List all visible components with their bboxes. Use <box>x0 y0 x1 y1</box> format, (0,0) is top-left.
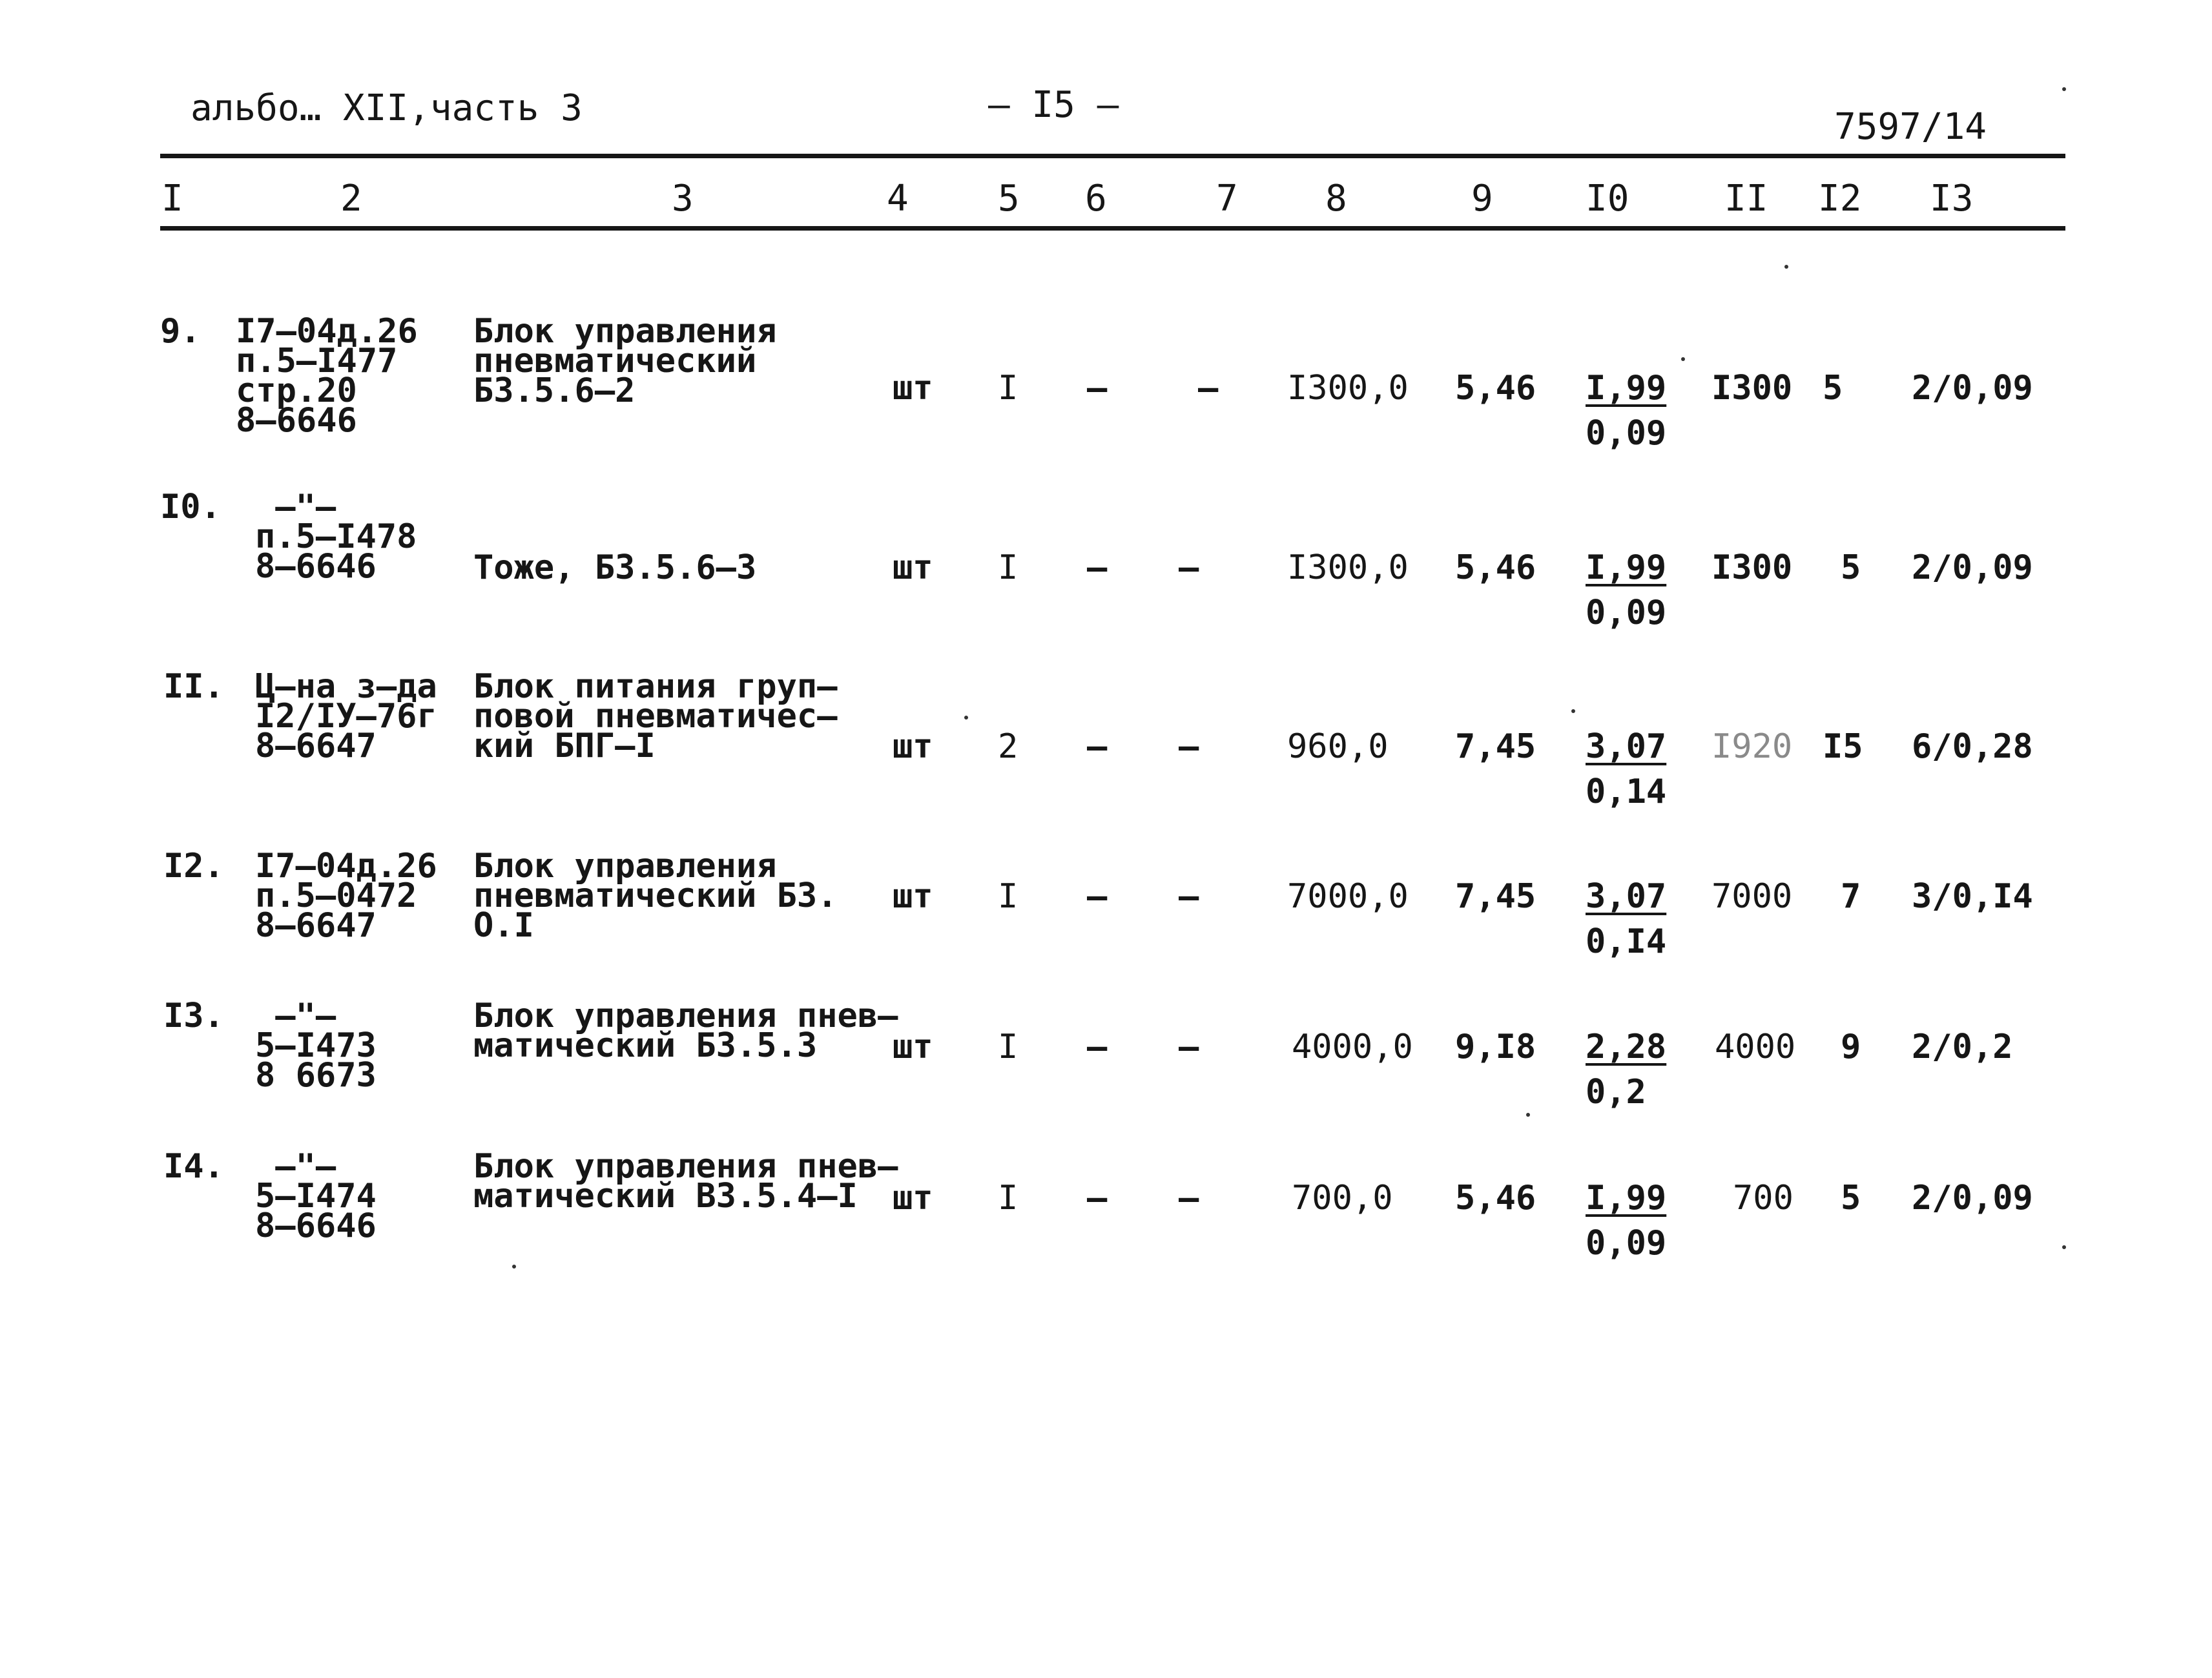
row-reference: I7–04д.26 п.5–0472 8–6647 <box>255 847 437 945</box>
row-number: I4. <box>163 1147 224 1186</box>
row-name: Тоже, БЗ.5.6–3 <box>473 548 757 587</box>
row-col8: 960,0 <box>1287 727 1389 766</box>
row-col8: 7000,0 <box>1287 877 1409 916</box>
row-col13: 2/0,09 <box>1912 369 2033 408</box>
row-name: Блок управления пнев– матический БЗ.5.3 <box>473 997 898 1065</box>
row-col11: 700 <box>1733 1179 1793 1217</box>
row-col10-bottom: 0,09 <box>1586 414 1667 453</box>
row-col11: I920 <box>1711 727 1793 766</box>
row-col7: – <box>1179 1179 1199 1217</box>
row-col10-top: I,99 <box>1586 369 1667 408</box>
row-quantity: I <box>998 1179 1018 1217</box>
row-unit: шт <box>893 369 933 408</box>
row-quantity: I <box>998 369 1018 408</box>
row-col10-top: I,99 <box>1586 548 1667 587</box>
column-number: I0 <box>1586 178 1629 220</box>
header-bottom-rule <box>160 226 2065 231</box>
column-number: II <box>1724 178 1768 220</box>
row-col10-bottom: 0,14 <box>1586 772 1667 811</box>
column-number: 7 <box>1216 178 1238 220</box>
row-col9: 7,45 <box>1455 877 1536 916</box>
row-quantity: I <box>998 877 1018 916</box>
row-col10-top: 2,28 <box>1586 1028 1667 1066</box>
row-reference: I7–04д.26 п.5–I477 стр.20 8–6646 <box>236 312 418 440</box>
row-col12: 7 <box>1841 877 1861 916</box>
row-col12: 5 <box>1841 548 1861 587</box>
row-name: Блок управления пнев– матический ВЗ.5.4–I <box>473 1147 898 1216</box>
row-col11: I300 <box>1711 548 1793 587</box>
row-number: I2. <box>163 847 224 886</box>
column-number: 4 <box>887 178 909 220</box>
page-number: – I5 – <box>988 84 1119 126</box>
scan-speck <box>512 1265 516 1269</box>
column-number: I <box>161 178 183 220</box>
scan-speck <box>2062 87 2066 91</box>
row-col8: I300,0 <box>1287 369 1409 408</box>
row-unit: шт <box>893 1179 933 1217</box>
row-col12: 9 <box>1841 1028 1861 1066</box>
row-col9: 5,46 <box>1455 548 1536 587</box>
row-col8: 4000,0 <box>1292 1028 1413 1066</box>
row-unit: шт <box>893 1028 933 1066</box>
album-title: альбо… XII,часть 3 <box>191 87 583 129</box>
row-col9: 9,I8 <box>1455 1028 1536 1066</box>
row-col7: – <box>1179 727 1199 766</box>
row-col7: – <box>1179 877 1199 916</box>
row-col12: 5 <box>1841 1179 1861 1217</box>
row-col6: – <box>1087 1179 1108 1217</box>
scan-speck <box>1571 709 1575 713</box>
row-quantity: 2 <box>998 727 1018 766</box>
scan-speck <box>1784 265 1788 269</box>
row-col6: – <box>1087 1028 1108 1066</box>
row-unit: шт <box>893 877 933 916</box>
row-col11: I300 <box>1711 369 1793 408</box>
row-number: I0. <box>160 488 221 526</box>
column-number: 8 <box>1325 178 1347 220</box>
column-number: 6 <box>1085 178 1107 220</box>
row-reference: Ц–на з–да I2/IУ–76г 8–6647 <box>255 667 437 765</box>
row-col10-top: I,99 <box>1586 1179 1667 1217</box>
row-quantity: I <box>998 548 1018 587</box>
row-col10-bottom: 0,I4 <box>1586 922 1667 961</box>
row-col12: I5 <box>1823 727 1863 766</box>
row-col6: – <box>1087 548 1108 587</box>
row-number: 9. <box>160 312 201 351</box>
row-col6: – <box>1087 877 1108 916</box>
row-col10-bottom: 0,2 <box>1586 1073 1646 1112</box>
row-col7: – <box>1198 369 1219 408</box>
row-col10-top: 3,07 <box>1586 727 1667 766</box>
row-col13: 3/0,I4 <box>1912 877 2033 916</box>
row-reference: –"– 5–I473 8 6673 <box>255 997 377 1095</box>
row-col12: 5 <box>1823 369 1843 408</box>
scan-speck <box>1526 1113 1530 1117</box>
column-number: I2 <box>1818 178 1862 220</box>
row-col10-bottom: 0,09 <box>1586 594 1667 632</box>
row-col9: 7,45 <box>1455 727 1536 766</box>
column-number: 3 <box>672 178 694 220</box>
row-col7: – <box>1179 548 1199 587</box>
row-col10-top: 3,07 <box>1586 877 1667 916</box>
row-col6: – <box>1087 727 1108 766</box>
column-number: I3 <box>1930 178 1974 220</box>
row-col13: 2/0,09 <box>1912 1179 2033 1217</box>
row-col9: 5,46 <box>1455 369 1536 408</box>
row-unit: шт <box>893 727 933 766</box>
column-number: 5 <box>998 178 1020 220</box>
row-col13: 2/0,2 <box>1912 1028 2013 1066</box>
row-col8: I300,0 <box>1287 548 1409 587</box>
row-quantity: I <box>998 1028 1018 1066</box>
row-number: I3. <box>163 997 224 1035</box>
document-number: 7597/14 <box>1834 106 1987 148</box>
header-top-rule <box>160 154 2065 158</box>
column-number: 9 <box>1471 178 1493 220</box>
row-col9: 5,46 <box>1455 1179 1536 1217</box>
scan-speck <box>2062 1245 2066 1249</box>
scan-speck <box>1681 357 1685 361</box>
row-reference: –"– 5–I474 8–6646 <box>255 1147 377 1245</box>
row-name: Блок питания груп– повой пневматичес– кий БПГ–I <box>473 667 838 765</box>
row-reference: –"– п.5–I478 8–6646 <box>255 488 417 586</box>
row-unit: шт <box>893 548 933 587</box>
scan-speck <box>964 716 968 720</box>
row-col11: 7000 <box>1711 877 1793 916</box>
column-number: 2 <box>340 178 362 220</box>
row-col11: 4000 <box>1715 1028 1796 1066</box>
row-col7: – <box>1179 1028 1199 1066</box>
row-col6: – <box>1087 369 1108 408</box>
row-col13: 2/0,09 <box>1912 548 2033 587</box>
row-col10-bottom: 0,09 <box>1586 1224 1667 1263</box>
row-name: Блок управления пневматический БЗ.5.6–2 <box>473 312 777 410</box>
row-col8: 700,0 <box>1292 1179 1393 1217</box>
row-col13: 6/0,28 <box>1912 727 2033 766</box>
row-name: Блок управления пневматический БЗ. О.I <box>473 847 838 945</box>
row-number: II. <box>163 667 224 706</box>
